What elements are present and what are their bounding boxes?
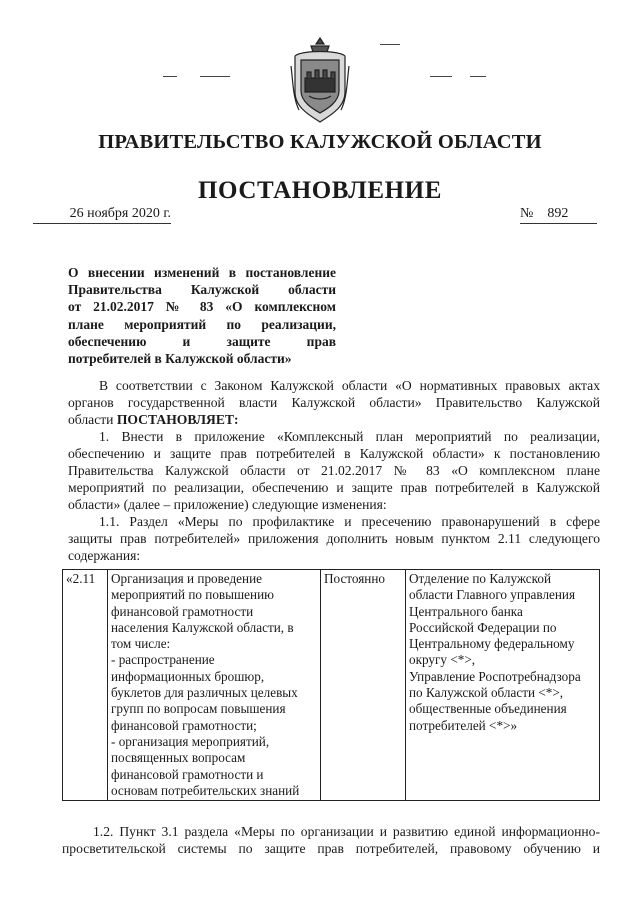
number-value: 892 [533, 205, 597, 224]
item-line: области» (далее – приложение) следующие изменения: [68, 497, 387, 512]
term-cell: Постоянно [321, 570, 406, 801]
scan-artifact [163, 76, 177, 77]
preamble [68, 377, 600, 428]
measure-line: основам потребительских знаний [111, 782, 300, 798]
preamble-line [68, 411, 600, 428]
preamble-prefix: области [68, 412, 114, 427]
subject-line: обеспечению и защите прав [68, 333, 336, 349]
plan-table [62, 569, 600, 801]
measure-line: Организация и проведение [111, 571, 262, 586]
measure-line: - организация мероприятий, [111, 733, 270, 749]
item-line: защиты прав потребителей» приложения дополнить новым пунктом 2.11 следующего [68, 531, 600, 546]
executor-line: общественные объединения [409, 701, 567, 717]
item-line: 1.2. Пункт 3.1 раздела «Меры по организации и развитию единой информационно- [93, 824, 600, 839]
executor-line: Управление Роспотребнадзора [409, 668, 581, 684]
preamble-line: органов государственной власти Калужской области» Правительство Калужской [68, 395, 600, 410]
measure-line: населения Калужской области, в [111, 619, 294, 635]
coat-of-arms-emblem [289, 36, 351, 124]
scan-artifact [200, 76, 230, 77]
subject-line: Правительства Калужской области [68, 282, 336, 298]
item-line: Правительства Калужской области от 21.02.2017 № 83 «О комплексном плане [68, 463, 600, 478]
resolution-subject [68, 264, 336, 367]
item-line: 1. Внести в приложение «Комплексный план мероприятий по реализации, [99, 429, 600, 444]
executor-line: Российской Федерации по [409, 619, 557, 635]
executor-line: Центрального банка [409, 603, 523, 619]
item-line: 1.1. Раздел «Меры по профилактике и пресечению правонарушений в сфере [99, 514, 600, 529]
decree-word: ПОСТАНОВЛЯЕТ: [116, 412, 239, 427]
executor-line: потребителей <*>» [409, 717, 518, 733]
government-title: ПРАВИТЕЛЬСТВО КАЛУЖСКОЙ ОБЛАСТИ [98, 131, 542, 153]
scan-artifact [430, 76, 452, 77]
item-number-cell: «2.11 [63, 570, 108, 801]
measure-line: финансовой грамотности [111, 603, 254, 619]
subject-line: потребителей в Калужской области» [68, 351, 292, 367]
measure-line: групп по вопросам повышения [111, 701, 286, 717]
item-line: мероприятий по реализации, обеспечению и защите прав потребителей в Калужской [68, 480, 600, 495]
item-1-1 [68, 513, 600, 564]
measure-line: - распространение [111, 652, 215, 668]
subject-line: от 21.02.2017 № 83 «О комплексном [68, 299, 336, 315]
item-1 [68, 428, 600, 513]
document-type-title: ПОСТАНОВЛЕНИЕ [197, 177, 443, 204]
item-line: содержания: [68, 548, 141, 563]
measure-line: финансовой грамотности; [111, 717, 257, 733]
table-row [63, 570, 600, 801]
subject-line: плане мероприятий по реализации, [68, 316, 336, 332]
item-line: обеспечению и защите прав потребителей в Калужской области» к постановлению [68, 446, 600, 461]
measure-line: буклетов для различных целевых [111, 685, 298, 701]
measure-cell [108, 570, 321, 801]
executor-line: по Калужской области <*>, [409, 685, 564, 701]
measure-line: финансовой грамотности и [111, 766, 264, 782]
executor-line: округу <*>, [409, 652, 476, 668]
executor-line: Отделение по Калужской [409, 571, 552, 586]
subject-line: О внесении изменений в постановление [68, 265, 336, 280]
measure-line: посвященных вопросам [111, 750, 246, 766]
executor-line: Центральному федеральному [409, 636, 575, 652]
item-line: просветительской системы по защите прав потребителей, правовому обучению и [62, 841, 600, 856]
measure-line: том числе: [111, 636, 171, 652]
document-number [520, 205, 597, 223]
document-date: 26 ноября 2020 г. [33, 205, 171, 224]
executor-line: области Главного управления [409, 587, 576, 603]
item-1-2 [62, 823, 600, 857]
preamble-line: В соответствии с Законом Калужской области «О нормативных правовых актах [99, 378, 600, 393]
scan-artifact [470, 76, 486, 77]
measure-line: мероприятий по повышению [111, 587, 274, 603]
scan-artifact [380, 44, 400, 45]
number-sign: № [520, 205, 533, 224]
executors-cell [406, 570, 600, 801]
measure-line: информационных брошюр, [111, 668, 265, 684]
